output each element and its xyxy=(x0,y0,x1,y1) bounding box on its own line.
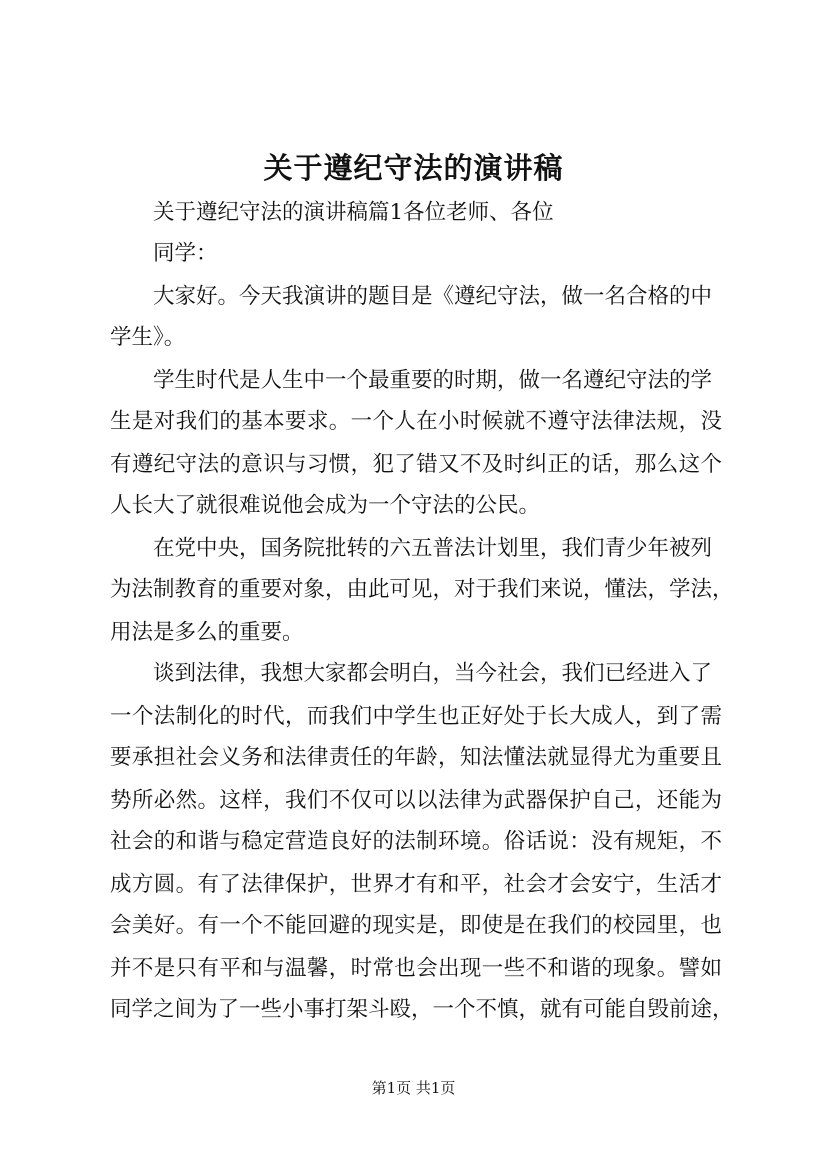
document-title: 关于遵纪守法的演讲稿 xyxy=(263,151,564,185)
text-line: 大家好。今天我演讲的题目是《遵纪守法，做一名合格的中 xyxy=(153,284,713,309)
text-line: 谈到法律，我想大家都会明白，当今社会，我们已经进入了 xyxy=(153,661,713,686)
text-line: 人长大了就很难说他会成为一个守法的公民。 xyxy=(110,493,541,518)
text-line: 用法是多么的重要。 xyxy=(110,620,304,645)
text-line: 为法制教育的重要对象，由此可见，对于我们来说，懂法，学法， xyxy=(110,577,734,602)
text-line: 社会的和谐与稳定营造良好的法制环境。俗话说：没有规矩，不 xyxy=(110,829,722,854)
text-line: 学生时代是人生中一个最重要的时期，做一名遵纪守法的学 xyxy=(153,368,713,393)
text-line: 有遵纪守法的意识与习惯，犯了错又不及时纠正的话，那么这个 xyxy=(110,452,722,477)
text-line: 学生》。 xyxy=(110,325,186,350)
text-line: 在党中央，国务院批转的六五普法计划里，我们青少年被列 xyxy=(153,536,713,561)
text-line: 会美好。有一个不能回避的现实是，即使是在我们的校园里，也 xyxy=(110,913,722,938)
text-line: 生是对我们的基本要求。一个人在小时候就不遵守法律法规，没 xyxy=(110,409,722,434)
text-line: 并不是只有平和与温馨，时常也会出现一些不和谐的现象。譬如 xyxy=(110,956,722,981)
text-line: 要承担社会义务和法律责任的年龄，知法懂法就显得尤为重要且 xyxy=(110,745,722,770)
text-line: 同学之间为了一些小事打架斗殴，一个不慎，就有可能自毁前途， xyxy=(110,997,734,1022)
text-line: 成方圆。有了法律保护，世界才有和平，社会才会安宁，生活才 xyxy=(110,872,722,897)
page-footer: 第1页 共1页 xyxy=(371,1079,456,1097)
text-line: 同学： xyxy=(153,241,218,266)
text-line: 关于遵纪守法的演讲稿篇1各位老师、各位 xyxy=(153,200,554,225)
text-line: 一个法制化的时代，而我们中学生也正好处于长大成人，到了需 xyxy=(110,704,722,729)
text-line: 势所必然。这样，我们不仅可以以法律为武器保护自己，还能为 xyxy=(110,788,722,813)
